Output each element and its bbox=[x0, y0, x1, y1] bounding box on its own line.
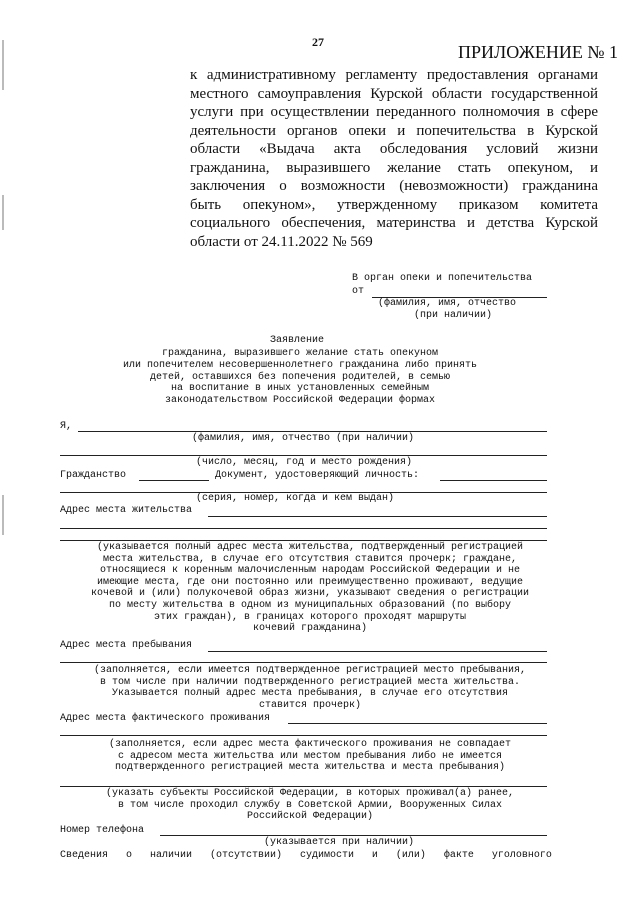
stay-hint-line: ставится прочерк) bbox=[258, 699, 362, 711]
stay-hint-line: (заполняется, если имеется подтвержденное регистрацией место пребывания, bbox=[93, 665, 527, 676]
document-hint: (серия, номер, когда и кем выдан) bbox=[196, 493, 395, 504]
birth-hint: (число, месяц, год и место рождения) bbox=[196, 457, 413, 468]
addressee-to: В орган опеки и попечительства bbox=[352, 273, 533, 284]
criminal-word: (или) bbox=[395, 850, 426, 861]
scan-mark bbox=[2, 495, 4, 535]
criminal-record-line bbox=[60, 850, 552, 861]
phone-label: Номер телефона bbox=[60, 825, 145, 836]
fio-hint: (фамилия, имя, отчество (при наличии) bbox=[192, 433, 415, 444]
statement-subtitle-line: гражданина, выразившего желание стать опекуном bbox=[161, 348, 439, 359]
criminal-word: Сведения bbox=[60, 850, 109, 861]
residence-input-line-3[interactable] bbox=[60, 540, 547, 541]
stay-input-line[interactable] bbox=[208, 651, 547, 652]
actual-hint-line: (заполняется, если адрес места фактического проживания не совпадает bbox=[108, 739, 512, 750]
i-label: Я, bbox=[60, 421, 73, 432]
residence-hint-line: кочевой и (или) полукочевой образ жизни, указывают сведения о регистрации bbox=[90, 588, 530, 600]
subjects-input-line[interactable] bbox=[60, 786, 547, 787]
statement-subtitle-line: детей, оставшихся без попечения родителей, в семью bbox=[149, 371, 451, 383]
birth-input-line[interactable] bbox=[60, 455, 547, 456]
regulation-line: социального обеспечения, материнства и детства Курской bbox=[190, 215, 598, 231]
regulation-reference bbox=[190, 66, 598, 251]
document-label: Документ, удостоверяющий личность: bbox=[215, 470, 420, 481]
actual-hint-line: с адресом места жительства или местом пребывания либо не имеется bbox=[117, 750, 503, 762]
residence-hint bbox=[40, 542, 580, 635]
residence-hint-line: этих граждан), в границах которого проходят маршруты bbox=[153, 611, 467, 623]
phone-input-line[interactable] bbox=[160, 835, 547, 836]
stay-hint-line: Указывается полный адрес места пребывания, в случае его отсутствия bbox=[111, 688, 509, 700]
addressee-hint-2: (при наличии) bbox=[414, 310, 493, 321]
actual-hint-line: подтвержденного регистрацией места жительства и места пребывания) bbox=[114, 762, 506, 774]
regulation-line: области «Выдача акта обследования условий жизни bbox=[190, 141, 598, 157]
regulation-line: местного самоуправления Курской области государственной bbox=[190, 85, 598, 102]
residence-input-line-2[interactable] bbox=[60, 528, 547, 529]
statement-subtitle-line: законодательством Российской Федерации формах bbox=[164, 395, 436, 407]
scan-mark bbox=[2, 40, 4, 90]
criminal-word: факте bbox=[443, 850, 474, 861]
regulation-line: к административному регламенту предоставления органами bbox=[190, 67, 598, 83]
document-input-line[interactable] bbox=[440, 480, 547, 481]
stay-label: Адрес места пребывания bbox=[60, 640, 193, 651]
residence-hint-line: кочевий гражданина) bbox=[252, 623, 368, 635]
subjects-hint bbox=[40, 788, 580, 823]
actual-input-line-2[interactable] bbox=[60, 735, 547, 736]
criminal-word: и bbox=[371, 850, 378, 861]
regulation-line: деятельности органов опеки и попечительства в Курской bbox=[190, 122, 598, 139]
statement-subtitle-line: или попечителем несовершеннолетнего гражданина либо принять bbox=[122, 359, 478, 371]
residence-hint-line: относящиеся к коренным малочисленным народам Российской Федерации и не bbox=[99, 565, 521, 577]
regulation-line: гражданина, выразившего желание стать опекуном, и bbox=[190, 159, 598, 176]
fio-input-line[interactable] bbox=[78, 431, 547, 432]
subjects-hint-line: в том числе проходил службу в Советской Армии, Вооруженных Силах bbox=[117, 799, 503, 811]
subjects-hint-line: Российской Федерации) bbox=[246, 811, 374, 823]
criminal-word: (отсутствии) bbox=[209, 850, 282, 861]
scan-mark bbox=[2, 195, 4, 230]
residence-hint-line: по месту жительства в одном из муниципальных образований (по выбору bbox=[108, 599, 512, 611]
regulation-line: услуги при осуществлении переданного полномочия в сфере bbox=[190, 104, 598, 120]
regulation-line: быть опекуном», утвержденному приказом комитета bbox=[190, 196, 598, 213]
phone-hint: (указывается при наличии) bbox=[264, 837, 415, 848]
stay-hint-line: в том числе при наличии подтвержденного регистрацией места жительства. bbox=[99, 676, 521, 688]
statement-subtitle-line: на воспитание в иных установленных семейным bbox=[170, 383, 430, 395]
residence-hint-line: места жительства, в случае его отсутствия ставится прочерк; граждане, bbox=[102, 553, 518, 565]
residence-hint-line: (указывается полный адрес места жительства, подтвержденный регистрацией bbox=[96, 542, 524, 553]
criminal-word: судимости bbox=[299, 850, 354, 861]
residence-label: Адрес места жительства bbox=[60, 505, 193, 516]
actual-input-line[interactable] bbox=[288, 723, 547, 724]
subjects-hint-line: (указать субъекты Российской Федерации, в которых проживал(а) ранее, bbox=[105, 788, 515, 799]
statement-subtitle bbox=[60, 348, 540, 407]
actual-label: Адрес места фактического проживания bbox=[60, 713, 271, 724]
criminal-word: о bbox=[125, 850, 132, 861]
stay-hint bbox=[40, 665, 580, 711]
addressee-from-label: от bbox=[352, 286, 365, 297]
residence-input-line[interactable] bbox=[208, 516, 547, 517]
page-number: 27 bbox=[312, 35, 324, 49]
statement-title: Заявление bbox=[270, 335, 325, 346]
regulation-line: области от 24.11.2022 № 569 bbox=[190, 233, 373, 250]
regulation-line: заключения о возможности (невозможности) гражданина bbox=[190, 178, 598, 194]
stay-input-line-2[interactable] bbox=[60, 662, 547, 663]
criminal-word: наличии bbox=[149, 850, 192, 861]
citizenship-input-line[interactable] bbox=[139, 480, 209, 481]
citizenship-label: Гражданство bbox=[60, 470, 127, 481]
actual-hint bbox=[40, 739, 580, 774]
addressee-hint-1: (фамилия, имя, отчество bbox=[378, 298, 517, 309]
appendix-title: ПРИЛОЖЕНИЕ № 1 bbox=[458, 42, 619, 62]
residence-hint-line: имеющие места, где они постоянно или преимущественно проживают, ведущие bbox=[96, 576, 524, 588]
criminal-word: уголовного bbox=[491, 850, 552, 861]
